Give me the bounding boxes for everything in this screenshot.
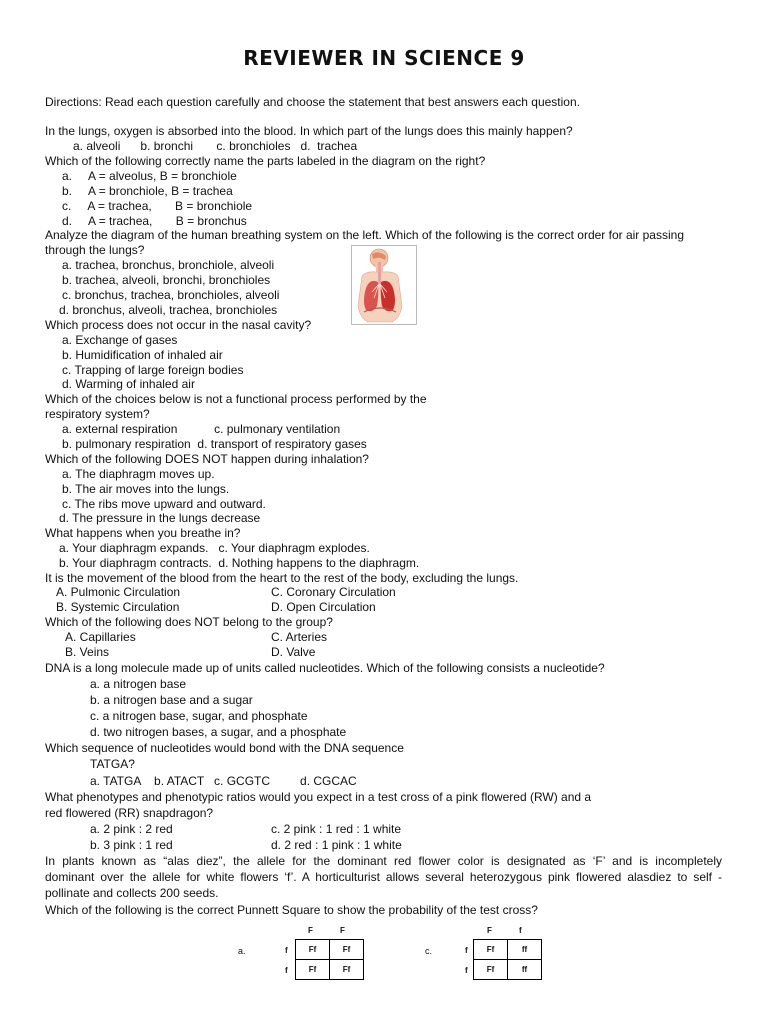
punnett-a-side-1: f xyxy=(285,946,288,955)
question-1: In the lungs, oxygen is absorbed into the blood. In which part of the lungs does this mainly happen? xyxy=(45,124,573,138)
choice: b. a nitrogen base and a sugar xyxy=(90,693,253,707)
choice: c. bronchus, trachea, bronchioles, alveoli xyxy=(62,288,280,302)
choice: b. pulmonary respiration d. transport of respiratory gases xyxy=(62,437,367,451)
punnett-a-top-1: F xyxy=(308,926,313,935)
choice: d. 2 red : 1 pink : 1 white xyxy=(271,838,402,852)
question-3-cont: through the lungs? xyxy=(45,243,145,257)
question-2: Which of the following correctly name the parts labeled in the diagram on the right? xyxy=(45,154,486,168)
question-6: Which of the following DOES NOT happen during inhalation? xyxy=(45,452,369,466)
punnett-cell: Ff xyxy=(330,960,364,980)
question-7: What happens when you breathe in? xyxy=(45,526,241,540)
choice: b. 3 pink : 1 red xyxy=(90,838,173,852)
question-5: Which of the choices below is not a functional process performed by the xyxy=(45,392,427,406)
choice: c. Trapping of large foreign bodies xyxy=(62,363,244,377)
question-11-cont: TATGA? xyxy=(90,757,135,771)
question-13-line-2: dominant over the allele for white flowers ‘f’. A horticulturist allows several heterozygous pink flowered alasdiez to self - xyxy=(45,870,722,884)
choice: D. Open Circulation xyxy=(271,600,376,614)
choice: C. Coronary Circulation xyxy=(271,585,396,599)
question-13-line-1: In plants known as “alas diez”, the allele for the dominant red flower color is designated as ‘F’ and is incompletely xyxy=(45,854,722,868)
punnett-c-top-1: F xyxy=(487,926,492,935)
choice: d. Warming of inhaled air xyxy=(62,377,195,391)
choice: b. A = bronchiole, B = trachea xyxy=(62,184,233,198)
choice: a. Your diaphragm expands. c. Your diaphragm explodes. xyxy=(59,541,370,555)
punnett-c-top-2: f xyxy=(519,926,522,935)
question-5-cont: respiratory system? xyxy=(45,407,150,421)
question-8: It is the movement of the blood from the heart to the rest of the body, excluding the lungs. xyxy=(45,571,519,585)
choice: c. The ribs move upward and outward. xyxy=(62,497,266,511)
choice: a. Exchange of gases xyxy=(62,333,178,347)
choice: A. Pulmonic Circulation xyxy=(56,585,181,599)
punnett-square-a xyxy=(295,939,364,980)
page-title: REVIEWER IN SCIENCE 9 xyxy=(243,46,525,70)
punnett-cell: ff xyxy=(508,960,542,980)
punnett-square-c xyxy=(473,939,542,980)
choice: b. trachea, alveoli, bronchi, bronchioles xyxy=(62,273,271,287)
question-11: Which sequence of nucleotides would bond with the DNA sequence xyxy=(45,741,404,755)
directions: Directions: Read each question carefully and choose the statement that best answers each question. xyxy=(45,95,580,109)
choice: b. Your diaphragm contracts. d. Nothing happens to the diaphragm. xyxy=(59,556,420,570)
punnett-c-side-1: f xyxy=(465,946,468,955)
punnett-a-label: a. xyxy=(238,946,246,956)
choice: a. A = alveolus, B = bronchiole xyxy=(62,169,237,183)
choice: b. Humidification of inhaled air xyxy=(62,348,223,362)
choice: d. two nitrogen bases, a sugar, and a phosphate xyxy=(90,725,347,739)
punnett-cell: Ff xyxy=(330,940,364,960)
question-3: Analyze the diagram of the human breathing system on the left. Which of the following is the correct order for air passing xyxy=(45,228,684,242)
question-4: Which process does not occur in the nasal cavity? xyxy=(45,318,312,332)
choice: a. trachea, bronchus, bronchiole, alveoli xyxy=(62,258,275,272)
punnett-cell: ff xyxy=(508,940,542,960)
punnett-cell: Ff xyxy=(296,960,330,980)
question-10: DNA is a long molecule made up of units called nucleotides. Which of the following consists a nucleotide? xyxy=(45,661,605,675)
question-9: Which of the following does NOT belong to the group? xyxy=(45,615,333,629)
choice: a. a nitrogen base xyxy=(90,677,187,691)
question-14: Which of the following is the correct Punnett Square to show the probability of the test cross? xyxy=(45,903,538,917)
choice: d. bronchus, alveoli, trachea, bronchioles xyxy=(59,303,278,317)
choice: c. a nitrogen base, sugar, and phosphate xyxy=(90,709,308,723)
choice: C. Arteries xyxy=(271,630,328,644)
punnett-cell: Ff xyxy=(296,940,330,960)
choice: A. Capillaries xyxy=(65,630,136,644)
choice: a. 2 pink : 2 red xyxy=(90,822,173,836)
choice: b. The air moves into the lungs. xyxy=(62,482,230,496)
choice: B. Veins xyxy=(65,645,110,659)
punnett-cell: Ff xyxy=(474,940,508,960)
choice: a. external respiration c. pulmonary ventilation xyxy=(62,422,341,436)
choice: D. Valve xyxy=(271,645,316,659)
choice: a. The diaphragm moves up. xyxy=(62,467,215,481)
choice: c. 2 pink : 1 red : 1 white xyxy=(271,822,402,836)
respiratory-system-diagram xyxy=(351,245,417,325)
punnett-c-side-2: f xyxy=(465,966,468,975)
choice: d. The pressure in the lungs decrease xyxy=(59,511,261,525)
question-13-line-3: pollinate and collects 200 seeds. xyxy=(45,886,219,900)
question-12-cont: red flowered (RR) snapdragon? xyxy=(45,806,214,820)
choice: d. A = trachea, B = bronchus xyxy=(62,214,247,228)
choice: c. A = trachea, B = bronchiole xyxy=(62,199,253,213)
choice: B. Systemic Circulation xyxy=(56,600,180,614)
q1-choices: a. alveoli b. bronchi c. bronchioles d. trachea xyxy=(73,139,358,153)
punnett-a-top-2: F xyxy=(340,926,345,935)
question-12: What phenotypes and phenotypic ratios would you expect in a test cross of a pink flowered (RW) and a xyxy=(45,790,592,804)
q11-choices: a. TATGA b. ATACT c. GCGTC d. CGCAC xyxy=(90,774,357,788)
punnett-c-label: c. xyxy=(425,946,433,956)
punnett-a-side-2: f xyxy=(285,966,288,975)
punnett-cell: Ff xyxy=(474,960,508,980)
